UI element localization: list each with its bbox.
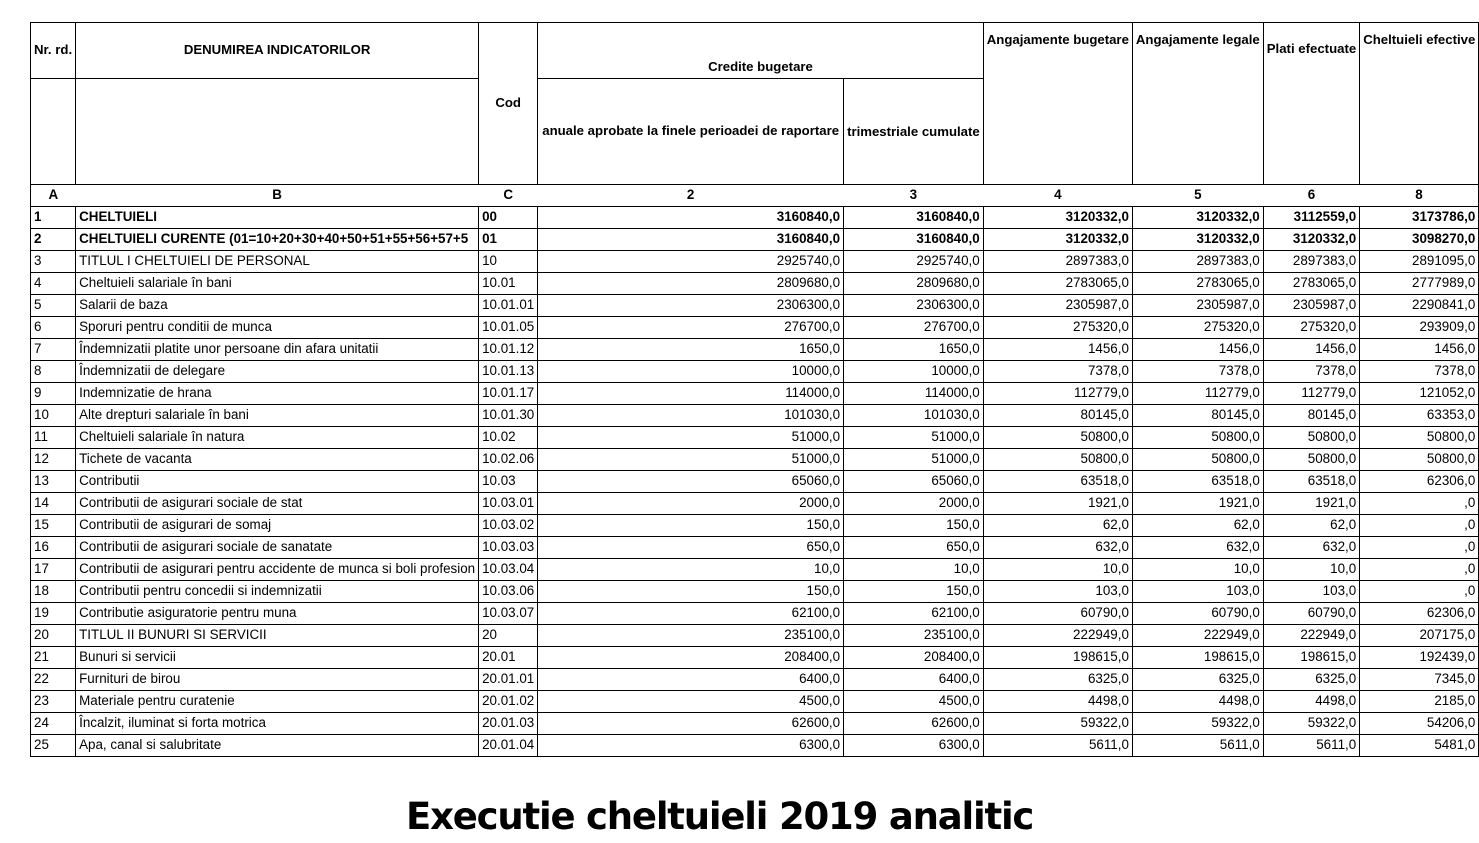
cheltuieli-efective-cell: 3098270,0 [1360,229,1479,251]
credite-trimestriale-cell: 114000,0 [844,383,984,405]
indicator-code-cell: 10.01.30 [479,405,538,427]
indicator-name-cell: Contributii de asigurari sociale de stat [76,493,479,515]
row-number-cell: 12 [31,449,76,471]
indicator-code-cell: 01 [479,229,538,251]
credite-trimestriale-cell: 650,0 [844,537,984,559]
cheltuieli-efective-cell: 2777989,0 [1360,273,1479,295]
plati-efectuate-cell: 80145,0 [1263,405,1359,427]
row-number-cell: 24 [31,713,76,735]
table-row [31,625,1479,647]
angajamente-bugetare-cell: 632,0 [983,537,1132,559]
angajamente-bugetare-cell: 1456,0 [983,339,1132,361]
angajamente-legale-cell: 1921,0 [1132,493,1263,515]
indicator-code-cell: 20.01.04 [479,735,538,757]
row-number-cell: 16 [31,537,76,559]
indicator-code-cell: 10.03.06 [479,581,538,603]
indicator-name-cell: Materiale pentru curatenie [76,691,479,713]
cheltuieli-efective-cell: 3173786,0 [1360,207,1479,229]
table-row [31,207,1479,229]
row-number-cell: 19 [31,603,76,625]
row-number-cell: 20 [31,625,76,647]
angajamente-bugetare-cell: 198615,0 [983,647,1132,669]
angajamente-legale-cell: 5611,0 [1132,735,1263,757]
plati-efectuate-cell: 60790,0 [1263,603,1359,625]
plati-efectuate-cell: 275320,0 [1263,317,1359,339]
index-4: 4 [983,185,1132,207]
plati-efectuate-cell: 59322,0 [1263,713,1359,735]
angajamente-bugetare-cell: 2305987,0 [983,295,1132,317]
credite-anuale-cell: 208400,0 [538,647,844,669]
plati-efectuate-cell: 50800,0 [1263,427,1359,449]
credite-anuale-cell: 3160840,0 [538,207,844,229]
cheltuieli-efective-cell: 50800,0 [1360,427,1479,449]
angajamente-legale-cell: 2783065,0 [1132,273,1263,295]
credite-trimestriale-cell: 51000,0 [844,427,984,449]
indicator-code-cell: 10.01.01 [479,295,538,317]
cheltuieli-efective-cell: 50800,0 [1360,449,1479,471]
cheltuieli-efective-cell: 7345,0 [1360,669,1479,691]
plati-efectuate-cell: 3112559,0 [1263,207,1359,229]
angajamente-legale-cell: 50800,0 [1132,449,1263,471]
plati-efectuate-cell: 6325,0 [1263,669,1359,691]
angajamente-bugetare-cell: 80145,0 [983,405,1132,427]
row-number-cell: 5 [31,295,76,317]
index-5: 5 [1132,185,1263,207]
credite-trimestriale-cell: 6300,0 [844,735,984,757]
credite-anuale-cell: 101030,0 [538,405,844,427]
table-row [31,295,1479,317]
plati-efectuate-cell: 112779,0 [1263,383,1359,405]
header-denumirea-blank [76,79,479,185]
credite-anuale-cell: 65060,0 [538,471,844,493]
cheltuieli-efective-cell: 7378,0 [1360,361,1479,383]
table-row [31,669,1479,691]
indicator-code-cell: 10.01.17 [479,383,538,405]
cheltuieli-efective-cell: 1456,0 [1360,339,1479,361]
angajamente-legale-cell: 80145,0 [1132,405,1263,427]
credite-anuale-cell: 1650,0 [538,339,844,361]
angajamente-bugetare-cell: 222949,0 [983,625,1132,647]
angajamente-legale-cell: 60790,0 [1132,603,1263,625]
angajamente-legale-cell: 62,0 [1132,515,1263,537]
indicator-name-cell: Indemnizatie de hrana [76,383,479,405]
header-credite-bugetare: Credite bugetare [538,23,984,79]
credite-anuale-cell: 150,0 [538,581,844,603]
plati-efectuate-cell: 63518,0 [1263,471,1359,493]
credite-trimestriale-cell: 208400,0 [844,647,984,669]
table-row [31,383,1479,405]
table-row [31,493,1479,515]
angajamente-legale-cell: 198615,0 [1132,647,1263,669]
angajamente-bugetare-cell: 5611,0 [983,735,1132,757]
credite-anuale-cell: 150,0 [538,515,844,537]
indicator-name-cell: Contributii [76,471,479,493]
table-row [31,515,1479,537]
table-row [31,647,1479,669]
index-3: 3 [844,185,984,207]
indicator-code-cell: 10.01.12 [479,339,538,361]
index-b: B [76,185,479,207]
plati-efectuate-cell: 103,0 [1263,581,1359,603]
cheltuieli-efective-cell: 54206,0 [1360,713,1479,735]
table-row [31,537,1479,559]
table-row [31,691,1479,713]
plati-efectuate-cell: 4498,0 [1263,691,1359,713]
credite-trimestriale-cell: 62600,0 [844,713,984,735]
angajamente-legale-cell: 112779,0 [1132,383,1263,405]
header-trimestriale: trimestriale cumulate [844,79,984,185]
expenditure-table [30,22,1479,757]
angajamente-bugetare-cell: 6325,0 [983,669,1132,691]
row-number-cell: 15 [31,515,76,537]
row-number-cell: 9 [31,383,76,405]
indicator-code-cell: 10.02 [479,427,538,449]
indicator-code-cell: 10.03.04 [479,559,538,581]
row-number-cell: 6 [31,317,76,339]
row-number-cell: 14 [31,493,76,515]
table-row [31,317,1479,339]
angajamente-bugetare-cell: 60790,0 [983,603,1132,625]
indicator-name-cell: CHELTUIELI CURENTE (01=10+20+30+40+50+51+55+56+57+5 [76,229,479,251]
indicator-name-cell: Contributii pentru concedii si indemnizatii [76,581,479,603]
angajamente-legale-cell: 3120332,0 [1132,207,1263,229]
credite-anuale-cell: 4500,0 [538,691,844,713]
angajamente-legale-cell: 10,0 [1132,559,1263,581]
table-row [31,449,1479,471]
cheltuieli-efective-cell: 62306,0 [1360,471,1479,493]
angajamente-bugetare-cell: 50800,0 [983,427,1132,449]
plati-efectuate-cell: 1456,0 [1263,339,1359,361]
plati-efectuate-cell: 3120332,0 [1263,229,1359,251]
cheltuieli-efective-cell: 2891095,0 [1360,251,1479,273]
angajamente-bugetare-cell: 103,0 [983,581,1132,603]
angajamente-bugetare-cell: 275320,0 [983,317,1132,339]
credite-trimestriale-cell: 3160840,0 [844,229,984,251]
header-angajamente-legale: Angajamente legale [1132,23,1263,185]
plati-efectuate-cell: 5611,0 [1263,735,1359,757]
cheltuieli-efective-cell: 62306,0 [1360,603,1479,625]
credite-anuale-cell: 51000,0 [538,427,844,449]
angajamente-legale-cell: 63518,0 [1132,471,1263,493]
credite-anuale-cell: 2306300,0 [538,295,844,317]
table-row [31,735,1479,757]
header-cheltuieli-efective: Cheltuieli efective [1360,23,1479,185]
angajamente-bugetare-cell: 10,0 [983,559,1132,581]
indicator-name-cell: CHELTUIELI [76,207,479,229]
cheltuieli-efective-cell: 192439,0 [1360,647,1479,669]
angajamente-bugetare-cell: 4498,0 [983,691,1132,713]
cheltuieli-efective-cell: 2290841,0 [1360,295,1479,317]
indicator-name-cell: Contributii de asigurari de somaj [76,515,479,537]
plati-efectuate-cell: 2783065,0 [1263,273,1359,295]
plati-efectuate-cell: 7378,0 [1263,361,1359,383]
header-angajamente-bugetare: Angajamente bugetare [983,23,1132,185]
header-anuale: anuale aprobate la finele perioadei de raportare [542,123,840,139]
cheltuieli-efective-cell: ,0 [1360,581,1479,603]
credite-anuale-cell: 62100,0 [538,603,844,625]
header-cod: Cod [479,23,538,185]
indicator-name-cell: Alte drepturi salariale în bani [76,405,479,427]
angajamente-legale-cell: 6325,0 [1132,669,1263,691]
cheltuieli-efective-cell: ,0 [1360,559,1479,581]
table-row [31,405,1479,427]
credite-anuale-cell: 650,0 [538,537,844,559]
indicator-code-cell: 10.01.05 [479,317,538,339]
row-number-cell: 3 [31,251,76,273]
credite-anuale-cell: 62600,0 [538,713,844,735]
plati-efectuate-cell: 222949,0 [1263,625,1359,647]
table-row [31,427,1479,449]
angajamente-bugetare-cell: 2897383,0 [983,251,1132,273]
credite-trimestriale-cell: 1650,0 [844,339,984,361]
credite-trimestriale-cell: 65060,0 [844,471,984,493]
page-caption: Executie cheltuieli 2019 analitic [406,795,1034,838]
angajamente-bugetare-cell: 63518,0 [983,471,1132,493]
credite-trimestriale-cell: 150,0 [844,515,984,537]
credite-anuale-cell: 3160840,0 [538,229,844,251]
table-row [31,471,1479,493]
angajamente-legale-cell: 632,0 [1132,537,1263,559]
credite-anuale-cell: 235100,0 [538,625,844,647]
row-number-cell: 11 [31,427,76,449]
table-row [31,603,1479,625]
angajamente-bugetare-cell: 59322,0 [983,713,1132,735]
credite-anuale-cell: 10,0 [538,559,844,581]
credite-trimestriale-cell: 6400,0 [844,669,984,691]
cheltuieli-efective-cell: 121052,0 [1360,383,1479,405]
plati-efectuate-cell: 10,0 [1263,559,1359,581]
plati-efectuate-cell: 632,0 [1263,537,1359,559]
indicator-name-cell: Apa, canal si salubritate [76,735,479,757]
indicator-code-cell: 10 [479,251,538,273]
header-nr-rd: Nr. rd. [31,23,76,79]
credite-anuale-cell: 6400,0 [538,669,844,691]
angajamente-legale-cell: 4498,0 [1132,691,1263,713]
angajamente-legale-cell: 1456,0 [1132,339,1263,361]
indicator-code-cell: 20 [479,625,538,647]
plati-efectuate-cell: 2305987,0 [1263,295,1359,317]
plati-efectuate-cell: 50800,0 [1263,449,1359,471]
header-denumirea: DENUMIREA INDICATORILOR [76,23,479,79]
indicator-name-cell: Contributii de asigurari sociale de sanatate [76,537,479,559]
credite-anuale-cell: 2925740,0 [538,251,844,273]
indicator-name-cell: Contributii de asigurari pentru accidente de munca si boli profesion [76,559,479,581]
angajamente-legale-cell: 3120332,0 [1132,229,1263,251]
angajamente-bugetare-cell: 2783065,0 [983,273,1132,295]
table-row [31,229,1479,251]
cheltuieli-efective-cell: 63353,0 [1360,405,1479,427]
angajamente-legale-cell: 59322,0 [1132,713,1263,735]
row-number-cell: 7 [31,339,76,361]
indicator-name-cell: TITLUL II BUNURI SI SERVICII [76,625,479,647]
row-number-cell: 1 [31,207,76,229]
row-number-cell: 10 [31,405,76,427]
angajamente-bugetare-cell: 112779,0 [983,383,1132,405]
angajamente-bugetare-cell: 62,0 [983,515,1132,537]
table-body [31,207,1479,757]
row-number-cell: 22 [31,669,76,691]
credite-trimestriale-cell: 10,0 [844,559,984,581]
indicator-code-cell: 10.03.01 [479,493,538,515]
credite-trimestriale-cell: 150,0 [844,581,984,603]
angajamente-legale-cell: 50800,0 [1132,427,1263,449]
index-c: C [479,185,538,207]
credite-anuale-cell: 276700,0 [538,317,844,339]
indicator-code-cell: 10.01.13 [479,361,538,383]
indicator-name-cell: Încalzit, iluminat si forta motrica [76,713,479,735]
indicator-name-cell: Salarii de baza [76,295,479,317]
cheltuieli-efective-cell: ,0 [1360,515,1479,537]
indicator-code-cell: 20.01.01 [479,669,538,691]
index-a: A [31,185,76,207]
table-row [31,361,1479,383]
credite-trimestriale-cell: 2000,0 [844,493,984,515]
indicator-code-cell: 10.03.07 [479,603,538,625]
header-plati-efectuate: Plati efectuate [1263,23,1359,185]
table-row [31,251,1479,273]
indicator-code-cell: 20.01.03 [479,713,538,735]
cheltuieli-efective-cell: ,0 [1360,493,1479,515]
indicator-code-cell: 20.01.02 [479,691,538,713]
indicator-code-cell: 10.02.06 [479,449,538,471]
cheltuieli-efective-cell: 2185,0 [1360,691,1479,713]
credite-anuale-cell: 6300,0 [538,735,844,757]
indicator-name-cell: Contributie asiguratorie pentru muna [76,603,479,625]
row-number-cell: 13 [31,471,76,493]
credite-anuale-cell: 10000,0 [538,361,844,383]
indicator-name-cell: Furnituri de birou [76,669,479,691]
angajamente-bugetare-cell: 50800,0 [983,449,1132,471]
indicator-code-cell: 10.01 [479,273,538,295]
indicator-code-cell: 10.03.03 [479,537,538,559]
row-number-cell: 2 [31,229,76,251]
angajamente-legale-cell: 103,0 [1132,581,1263,603]
row-number-cell: 4 [31,273,76,295]
credite-anuale-cell: 51000,0 [538,449,844,471]
row-number-cell: 17 [31,559,76,581]
indicator-code-cell: 10.03 [479,471,538,493]
angajamente-legale-cell: 2897383,0 [1132,251,1263,273]
angajamente-legale-cell: 222949,0 [1132,625,1263,647]
index-8: 8 [1360,185,1479,207]
angajamente-legale-cell: 2305987,0 [1132,295,1263,317]
plati-efectuate-cell: 1921,0 [1263,493,1359,515]
indicator-name-cell: Îndemnizatii platite unor persoane din afara unitatii [76,339,479,361]
angajamente-legale-cell: 7378,0 [1132,361,1263,383]
credite-trimestriale-cell: 276700,0 [844,317,984,339]
indicator-name-cell: Sporuri pentru conditii de munca [76,317,479,339]
credite-anuale-cell: 2809680,0 [538,273,844,295]
credite-trimestriale-cell: 4500,0 [844,691,984,713]
indicator-name-cell: Îndemnizatii de delegare [76,361,479,383]
credite-trimestriale-cell: 10000,0 [844,361,984,383]
row-number-cell: 8 [31,361,76,383]
indicator-name-cell: Bunuri si servicii [76,647,479,669]
indicator-code-cell: 10.03.02 [479,515,538,537]
credite-trimestriale-cell: 101030,0 [844,405,984,427]
table-row [31,559,1479,581]
table-row [31,713,1479,735]
indicator-code-cell: 00 [479,207,538,229]
cheltuieli-efective-cell: 293909,0 [1360,317,1479,339]
cheltuieli-efective-cell: ,0 [1360,537,1479,559]
cheltuieli-efective-cell: 5481,0 [1360,735,1479,757]
credite-trimestriale-cell: 62100,0 [844,603,984,625]
table-row [31,273,1479,295]
table-row [31,581,1479,603]
angajamente-legale-cell: 275320,0 [1132,317,1263,339]
row-number-cell: 25 [31,735,76,757]
angajamente-bugetare-cell: 7378,0 [983,361,1132,383]
indicator-name-cell: Tichete de vacanta [76,449,479,471]
angajamente-bugetare-cell: 3120332,0 [983,207,1132,229]
row-number-cell: 21 [31,647,76,669]
credite-trimestriale-cell: 3160840,0 [844,207,984,229]
table-row [31,339,1479,361]
plati-efectuate-cell: 2897383,0 [1263,251,1359,273]
angajamente-bugetare-cell: 1921,0 [983,493,1132,515]
cheltuieli-efective-cell: 207175,0 [1360,625,1479,647]
credite-trimestriale-cell: 2809680,0 [844,273,984,295]
credite-anuale-cell: 2000,0 [538,493,844,515]
credite-trimestriale-cell: 2306300,0 [844,295,984,317]
row-number-cell: 18 [31,581,76,603]
plati-efectuate-cell: 198615,0 [1263,647,1359,669]
indicator-code-cell: 20.01 [479,647,538,669]
indicator-name-cell: TITLUL I CHELTUIELI DE PERSONAL [76,251,479,273]
header-nr-rd-blank [31,79,76,185]
index-6: 6 [1263,185,1359,207]
credite-trimestriale-cell: 51000,0 [844,449,984,471]
angajamente-bugetare-cell: 3120332,0 [983,229,1132,251]
indicator-name-cell: Cheltuieli salariale în natura [76,427,479,449]
index-2: 2 [538,185,844,207]
plati-efectuate-cell: 62,0 [1263,515,1359,537]
credite-trimestriale-cell: 2925740,0 [844,251,984,273]
credite-trimestriale-cell: 235100,0 [844,625,984,647]
credite-anuale-cell: 114000,0 [538,383,844,405]
indicator-name-cell: Cheltuieli salariale în bani [76,273,479,295]
row-number-cell: 23 [31,691,76,713]
